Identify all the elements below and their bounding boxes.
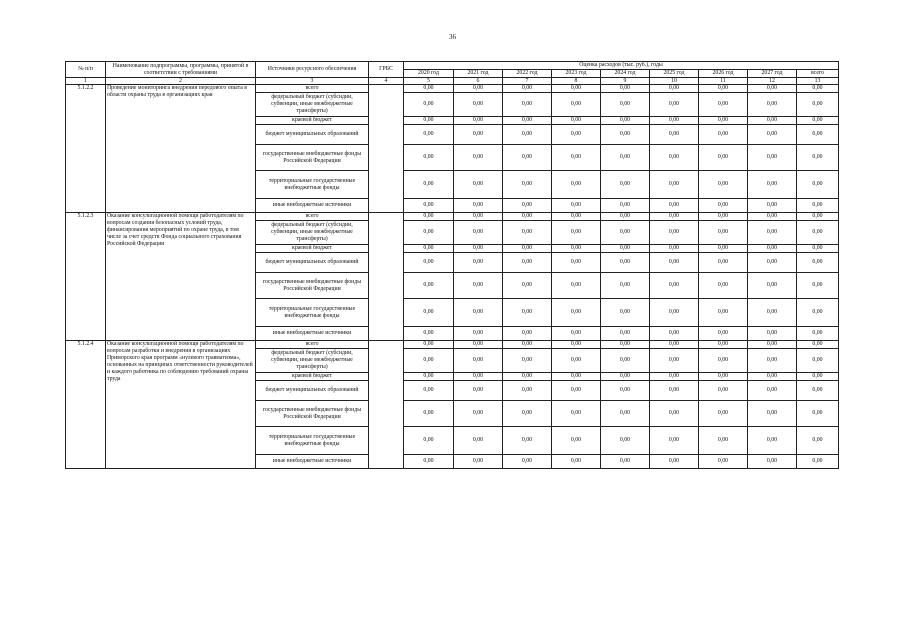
expense-value: 0,00	[552, 327, 601, 341]
item-code: 5.1.2.4	[66, 341, 106, 469]
expense-value: 0,00	[601, 349, 650, 373]
funding-source: территориальные государственные внебюджетные фонды	[256, 427, 369, 455]
expense-value: 0,00	[454, 381, 503, 401]
expense-value: 0,00	[699, 401, 748, 427]
expense-value: 0,00	[503, 327, 552, 341]
expense-value: 0,00	[552, 273, 601, 299]
funding-source: краевой бюджет	[256, 117, 369, 125]
expense-value: 0,00	[404, 199, 454, 213]
expense-value: 0,00	[797, 299, 839, 327]
expense-value: 0,00	[454, 455, 503, 469]
header-column-number: 1	[66, 78, 106, 85]
expense-value: 0,00	[650, 213, 699, 221]
table-row	[66, 85, 839, 93]
expense-value: 0,00	[552, 117, 601, 125]
expense-value: 0,00	[503, 117, 552, 125]
expense-value: 0,00	[748, 253, 797, 273]
expense-value: 0,00	[503, 171, 552, 199]
header-year: 2025 год	[650, 70, 699, 78]
expense-value: 0,00	[503, 373, 552, 381]
funding-source: федеральный бюджет (субсидии, субвенции, иные межбюджетные трансферты)	[256, 221, 369, 245]
item-code: 5.1.2.3	[66, 213, 106, 341]
expense-value: 0,00	[503, 125, 552, 145]
table-body	[66, 85, 839, 469]
funding-source: всего	[256, 341, 369, 349]
expense-value: 0,00	[552, 221, 601, 245]
funding-source: федеральный бюджет (субсидии, субвенции, иные межбюджетные трансферты)	[256, 349, 369, 373]
expense-value: 0,00	[503, 299, 552, 327]
expense-value: 0,00	[650, 381, 699, 401]
expense-value: 0,00	[404, 381, 454, 401]
expense-value: 0,00	[601, 145, 650, 171]
expense-value: 0,00	[797, 349, 839, 373]
expense-value: 0,00	[601, 273, 650, 299]
expense-value: 0,00	[748, 93, 797, 117]
expense-value: 0,00	[404, 117, 454, 125]
expense-value: 0,00	[454, 327, 503, 341]
expense-value: 0,00	[650, 245, 699, 253]
expense-value: 0,00	[454, 93, 503, 117]
expense-value: 0,00	[404, 85, 454, 93]
header-column-number: 7	[503, 78, 552, 85]
expense-value: 0,00	[748, 145, 797, 171]
expense-value: 0,00	[454, 171, 503, 199]
expense-value: 0,00	[797, 455, 839, 469]
expense-value: 0,00	[797, 221, 839, 245]
expense-value: 0,00	[454, 349, 503, 373]
funding-source: краевой бюджет	[256, 373, 369, 381]
expense-value: 0,00	[650, 253, 699, 273]
funding-source: всего	[256, 85, 369, 93]
expense-value: 0,00	[699, 221, 748, 245]
expense-value: 0,00	[601, 93, 650, 117]
expense-value: 0,00	[797, 93, 839, 117]
expense-value: 0,00	[454, 341, 503, 349]
expense-value: 0,00	[503, 273, 552, 299]
expense-value: 0,00	[404, 373, 454, 381]
expense-value: 0,00	[699, 199, 748, 213]
expense-value: 0,00	[404, 245, 454, 253]
expense-value: 0,00	[601, 253, 650, 273]
header-year: 2024 год	[601, 70, 650, 78]
header-expense-group: Оценка расходов (тыс. руб.), годы	[404, 62, 839, 70]
expense-value: 0,00	[454, 253, 503, 273]
expense-value: 0,00	[552, 299, 601, 327]
expense-value: 0,00	[503, 381, 552, 401]
table-row	[66, 213, 839, 221]
expense-value: 0,00	[552, 199, 601, 213]
expense-value: 0,00	[404, 427, 454, 455]
funding-source: федеральный бюджет (субсидии, субвенции, иные межбюджетные трансферты)	[256, 93, 369, 117]
expense-value: 0,00	[699, 273, 748, 299]
header-column-number: 6	[454, 78, 503, 85]
expense-value: 0,00	[699, 253, 748, 273]
expense-value: 0,00	[552, 125, 601, 145]
expense-value: 0,00	[503, 93, 552, 117]
expense-value: 0,00	[748, 245, 797, 253]
header-year: 2022 год	[503, 70, 552, 78]
expense-value: 0,00	[699, 381, 748, 401]
header-name: Наименование подпрограммы, программы, принятой в соответствии с требованиями	[106, 62, 256, 78]
funding-source: иные внебюджетные источники	[256, 455, 369, 469]
funding-source: государственные внебюджетные фонды Российской Федерации	[256, 145, 369, 171]
expense-value: 0,00	[601, 117, 650, 125]
expense-value: 0,00	[552, 373, 601, 381]
expense-value: 0,00	[552, 427, 601, 455]
expense-value: 0,00	[552, 213, 601, 221]
funding-source: бюджет муниципальных образований	[256, 381, 369, 401]
expense-value: 0,00	[503, 401, 552, 427]
header-column-number: 8	[552, 78, 601, 85]
expense-value: 0,00	[601, 401, 650, 427]
expense-value: 0,00	[503, 455, 552, 469]
expense-value: 0,00	[699, 125, 748, 145]
expense-value: 0,00	[748, 85, 797, 93]
expense-value: 0,00	[454, 373, 503, 381]
expense-value: 0,00	[699, 341, 748, 349]
expense-value: 0,00	[552, 145, 601, 171]
expense-value: 0,00	[552, 85, 601, 93]
expense-value: 0,00	[699, 455, 748, 469]
expense-value: 0,00	[601, 327, 650, 341]
expense-value: 0,00	[454, 401, 503, 427]
header-column-number: 9	[601, 78, 650, 85]
expense-value: 0,00	[748, 117, 797, 125]
expense-value: 0,00	[748, 299, 797, 327]
grbs-cell	[369, 213, 404, 341]
expense-value: 0,00	[454, 213, 503, 221]
expense-value: 0,00	[552, 171, 601, 199]
header-column-number: 11	[699, 78, 748, 85]
header-year: всего	[797, 70, 839, 78]
header-column-number: 13	[797, 78, 839, 85]
expense-value: 0,00	[650, 373, 699, 381]
expense-value: 0,00	[454, 221, 503, 245]
page-number: 36	[449, 33, 456, 41]
expense-value: 0,00	[503, 253, 552, 273]
expense-value: 0,00	[699, 299, 748, 327]
funding-source: бюджет муниципальных образований	[256, 125, 369, 145]
expense-value: 0,00	[797, 341, 839, 349]
header-column-number: 10	[650, 78, 699, 85]
expense-value: 0,00	[404, 253, 454, 273]
expense-value: 0,00	[404, 341, 454, 349]
expense-value: 0,00	[748, 401, 797, 427]
expense-value: 0,00	[404, 299, 454, 327]
grbs-cell	[369, 341, 404, 469]
expense-value: 0,00	[748, 373, 797, 381]
expense-value: 0,00	[454, 427, 503, 455]
expense-value: 0,00	[748, 427, 797, 455]
expense-value: 0,00	[748, 341, 797, 349]
expense-value: 0,00	[552, 349, 601, 373]
expense-value: 0,00	[797, 117, 839, 125]
expense-value: 0,00	[404, 327, 454, 341]
expense-value: 0,00	[748, 455, 797, 469]
expense-value: 0,00	[650, 221, 699, 245]
expense-value: 0,00	[699, 85, 748, 93]
expense-value: 0,00	[797, 253, 839, 273]
expense-value: 0,00	[699, 373, 748, 381]
expense-value: 0,00	[601, 125, 650, 145]
header-column-number: 3	[256, 78, 369, 85]
expense-value: 0,00	[797, 145, 839, 171]
expense-value: 0,00	[650, 349, 699, 373]
expense-value: 0,00	[748, 381, 797, 401]
expense-value: 0,00	[650, 117, 699, 125]
header-column-number: 5	[404, 78, 454, 85]
header-year: 2023 год	[552, 70, 601, 78]
expense-value: 0,00	[454, 273, 503, 299]
expense-value: 0,00	[552, 455, 601, 469]
expense-value: 0,00	[699, 93, 748, 117]
expense-value: 0,00	[748, 171, 797, 199]
header-column-number: 12	[748, 78, 797, 85]
funding-source: бюджет муниципальных образований	[256, 253, 369, 273]
expense-value: 0,00	[650, 327, 699, 341]
expense-value: 0,00	[650, 273, 699, 299]
expense-value: 0,00	[797, 427, 839, 455]
expense-value: 0,00	[650, 171, 699, 199]
expense-value: 0,00	[404, 145, 454, 171]
item-name: Оказание консультационной помощи работодателям по вопросам разработки и внедрения в организациях Приморского края программ «нулевого травматизма», основанных на принципах ответственности руководителей и каждого работника по соблюдению требований охраны труда	[106, 341, 256, 469]
expense-value: 0,00	[552, 93, 601, 117]
expense-value: 0,00	[797, 381, 839, 401]
funding-source: иные внебюджетные источники	[256, 199, 369, 213]
expense-value: 0,00	[797, 401, 839, 427]
expense-value: 0,00	[601, 171, 650, 199]
expense-value: 0,00	[552, 401, 601, 427]
expense-value: 0,00	[454, 199, 503, 213]
expense-value: 0,00	[650, 427, 699, 455]
header-year: 2020 год	[404, 70, 454, 78]
table-header	[66, 62, 839, 85]
expense-value: 0,00	[404, 273, 454, 299]
item-name: Оказание консультационной помощи работодателям по вопросам создания безопасных условий труда, финансирования мероприятий по охране труда, в том числе за счет средств Фонда социального страхования Российской Федерации	[106, 213, 256, 341]
expense-value: 0,00	[797, 199, 839, 213]
item-name: Проведение мониторинга внедрения передового опыта в области охраны труда в организациях края	[106, 85, 256, 213]
expense-value: 0,00	[404, 349, 454, 373]
expense-value: 0,00	[748, 199, 797, 213]
funding-source: краевой бюджет	[256, 245, 369, 253]
expense-value: 0,00	[650, 401, 699, 427]
expense-value: 0,00	[454, 117, 503, 125]
expense-value: 0,00	[797, 171, 839, 199]
expense-value: 0,00	[650, 93, 699, 117]
expense-value: 0,00	[650, 299, 699, 327]
expense-value: 0,00	[503, 349, 552, 373]
expense-value: 0,00	[699, 117, 748, 125]
table-row	[66, 341, 839, 349]
expense-value: 0,00	[797, 273, 839, 299]
expense-value: 0,00	[601, 427, 650, 455]
expense-value: 0,00	[404, 125, 454, 145]
header-num: № п/п	[66, 62, 106, 78]
header-grbs: ГРБС	[369, 62, 404, 78]
expense-value: 0,00	[552, 381, 601, 401]
header-year: 2021 год	[454, 70, 503, 78]
expense-value: 0,00	[601, 373, 650, 381]
expense-value: 0,00	[650, 199, 699, 213]
expense-value: 0,00	[748, 221, 797, 245]
header-column-numbers	[66, 78, 839, 85]
expense-value: 0,00	[601, 245, 650, 253]
expense-value: 0,00	[404, 93, 454, 117]
expense-value: 0,00	[503, 341, 552, 349]
expense-value: 0,00	[454, 125, 503, 145]
expense-value: 0,00	[797, 327, 839, 341]
expense-value: 0,00	[650, 341, 699, 349]
expense-value: 0,00	[503, 245, 552, 253]
expense-value: 0,00	[404, 171, 454, 199]
expense-value: 0,00	[601, 299, 650, 327]
expense-value: 0,00	[601, 199, 650, 213]
expense-value: 0,00	[797, 245, 839, 253]
expense-value: 0,00	[552, 245, 601, 253]
funding-source: территориальные государственные внебюджетные фонды	[256, 299, 369, 327]
funding-source: территориальные государственные внебюджетные фонды	[256, 171, 369, 199]
expense-value: 0,00	[503, 85, 552, 93]
expense-table	[65, 61, 839, 469]
expense-value: 0,00	[454, 85, 503, 93]
expense-value: 0,00	[699, 145, 748, 171]
grbs-cell	[369, 85, 404, 213]
expense-value: 0,00	[748, 327, 797, 341]
expense-value: 0,00	[503, 427, 552, 455]
expense-value: 0,00	[748, 349, 797, 373]
expense-value: 0,00	[650, 85, 699, 93]
expense-value: 0,00	[650, 455, 699, 469]
expense-value: 0,00	[552, 341, 601, 349]
expense-value: 0,00	[601, 341, 650, 349]
expense-value: 0,00	[699, 213, 748, 221]
expense-value: 0,00	[699, 327, 748, 341]
expense-value: 0,00	[797, 85, 839, 93]
header-year: 2027 год	[748, 70, 797, 78]
header-column-number: 4	[369, 78, 404, 85]
expense-value: 0,00	[503, 221, 552, 245]
expense-value: 0,00	[454, 245, 503, 253]
expense-value: 0,00	[748, 273, 797, 299]
expense-value: 0,00	[748, 213, 797, 221]
header-column-number: 2	[106, 78, 256, 85]
expense-value: 0,00	[797, 125, 839, 145]
expense-value: 0,00	[748, 125, 797, 145]
funding-source: государственные внебюджетные фонды Российской Федерации	[256, 401, 369, 427]
expense-value: 0,00	[699, 171, 748, 199]
expense-value: 0,00	[404, 221, 454, 245]
expense-value: 0,00	[601, 213, 650, 221]
expense-value: 0,00	[699, 427, 748, 455]
expense-value: 0,00	[404, 401, 454, 427]
expense-value: 0,00	[601, 221, 650, 245]
expense-value: 0,00	[650, 125, 699, 145]
expense-value: 0,00	[699, 349, 748, 373]
expense-value: 0,00	[650, 145, 699, 171]
expense-value: 0,00	[503, 145, 552, 171]
expense-value: 0,00	[601, 455, 650, 469]
expense-value: 0,00	[601, 85, 650, 93]
expense-value: 0,00	[797, 373, 839, 381]
expense-value: 0,00	[601, 381, 650, 401]
expense-value: 0,00	[454, 299, 503, 327]
expense-value: 0,00	[404, 213, 454, 221]
header-year: 2026 год	[699, 70, 748, 78]
item-code: 5.1.2.2	[66, 85, 106, 213]
expense-value: 0,00	[454, 145, 503, 171]
expense-value: 0,00	[404, 455, 454, 469]
funding-source: государственные внебюджетные фонды Российской Федерации	[256, 273, 369, 299]
expense-value: 0,00	[503, 199, 552, 213]
expense-value: 0,00	[503, 213, 552, 221]
funding-source: иные внебюджетные источники	[256, 327, 369, 341]
expense-value: 0,00	[797, 213, 839, 221]
expense-value: 0,00	[699, 245, 748, 253]
header-source: Источники ресурсного обеспечения	[256, 62, 369, 78]
expense-value: 0,00	[552, 253, 601, 273]
funding-source: всего	[256, 213, 369, 221]
